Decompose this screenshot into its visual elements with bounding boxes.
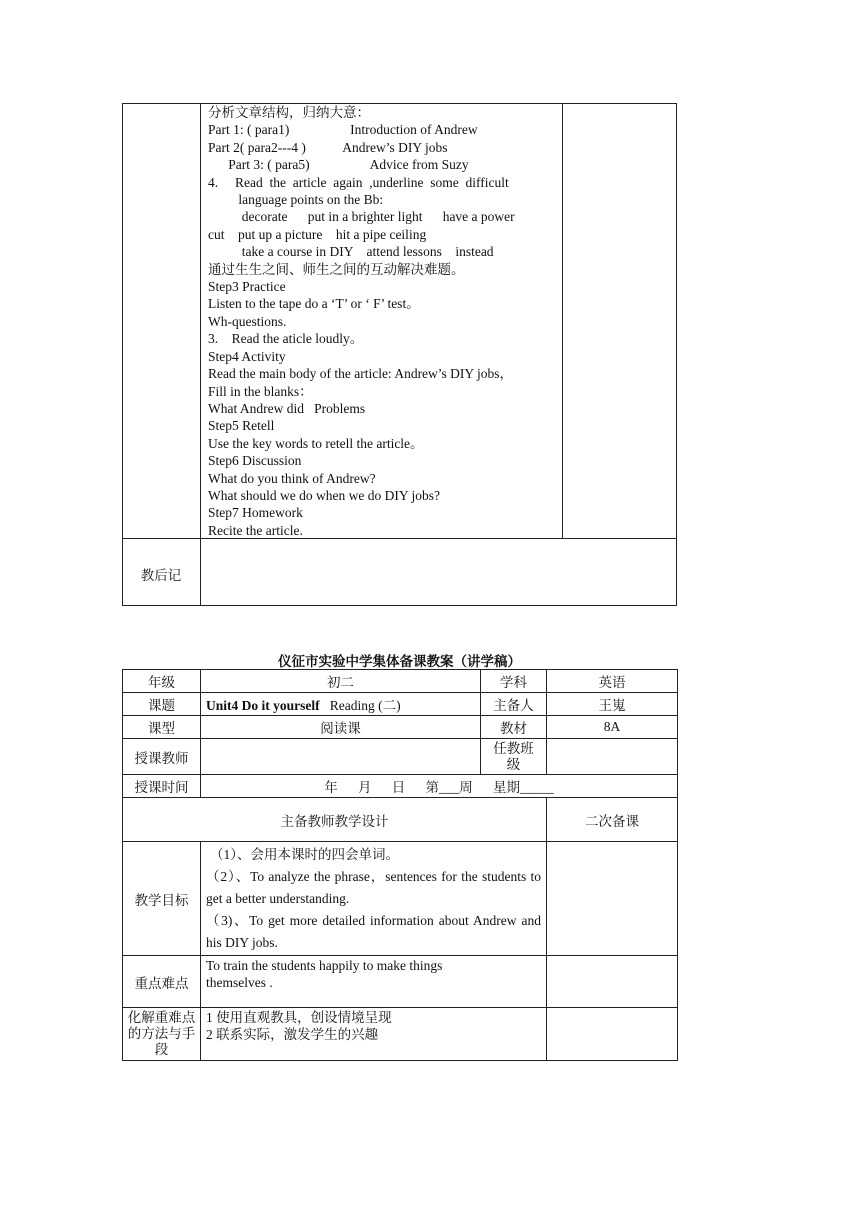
- topic-reading: Reading (二): [319, 698, 401, 713]
- procedure-line: 分析文章结构，归纳大意：: [208, 105, 370, 120]
- method-1: 1 使用直观教具，创设情境呈现: [206, 1010, 392, 1025]
- procedure-line: What Andrew did Problems: [208, 400, 366, 416]
- procedure-line: Step6 Discussion: [208, 453, 302, 469]
- time-label: 授课时间: [123, 775, 201, 798]
- procedure-line: Use the key words to retell the article。: [208, 435, 424, 451]
- second-prep-label: 二次备课: [547, 798, 678, 842]
- procedure-line: Listen to the tape do a ‘T’ or ‘ F’ test。: [208, 296, 420, 312]
- table1-bottom-border: [122, 605, 677, 606]
- time-value: 年 月 日 第___周 星期_____: [201, 775, 678, 798]
- grade-label: 年级: [123, 670, 201, 693]
- lesson-plan-table: [122, 669, 678, 1061]
- procedure-line: What do you think of Andrew?: [208, 470, 376, 486]
- procedure-line: cut put up a picture hit a pipe ceiling: [208, 226, 427, 242]
- key-text: To train the students happily to make things themselves .: [201, 956, 547, 1008]
- procedure-line: 通过生生之间、师生之间的互动解决难题。: [208, 261, 465, 277]
- procedure-line: 3. Read the aticle loudly。: [208, 331, 364, 347]
- procedure-line: Wh-questions.: [208, 313, 287, 329]
- topic-label: 课题: [123, 693, 201, 716]
- subject-value: 英语: [547, 670, 678, 693]
- table1-col-border: [200, 103, 201, 606]
- method-label: 化解重难点的方法与手段: [123, 1008, 201, 1061]
- procedure-line: Step4 Activity: [208, 348, 286, 364]
- procedure-line: Step7 Homework: [208, 505, 303, 521]
- goal-2: （2）、To analyze the phrase，sentences for the students to get a better understanding.: [206, 869, 541, 906]
- main-prep-value: 王嵬: [547, 693, 678, 716]
- main-prep-label: 主备人: [481, 693, 547, 716]
- method-cell: [201, 1008, 547, 1061]
- type-value: 阅读课: [201, 716, 481, 739]
- design-label: 主备教师教学设计: [123, 798, 547, 842]
- teacher-label: 授课教师: [123, 739, 201, 775]
- procedure-line: Fill in the blanks：: [208, 383, 313, 399]
- subject-label: 学科: [481, 670, 547, 693]
- goals-label: 教学目标: [123, 842, 201, 956]
- class-label-line2: 级: [506, 756, 521, 772]
- procedure-line: Part 3: ( para5) Advice from Suzy: [208, 157, 469, 173]
- procedure-line: What should we do when we do DIY jobs?: [208, 487, 440, 503]
- lesson-procedure-text: [208, 104, 558, 539]
- grade-value: 初二: [201, 670, 481, 693]
- teacher-value: [201, 739, 481, 775]
- method-2: 2 联系实际，激发学生的兴趣: [206, 1027, 379, 1042]
- table1-right-border: [676, 103, 677, 606]
- textbook-value: 8A: [547, 716, 678, 739]
- procedure-line: decorate put in a brighter light have a power: [208, 209, 515, 225]
- procedure-line: Read the main body of the article: Andrew’s DIY jobs，: [208, 366, 514, 382]
- goal-1: （1）、会用本课时的四会单词。: [210, 847, 399, 862]
- procedure-line: Recite the article.: [208, 522, 303, 538]
- lesson-plan-title: 仪征市实验中学集体备课教案（讲学稿）: [278, 654, 521, 669]
- procedure-line: Part 2( para2---4 ) Andrew’s DIY jobs: [208, 139, 448, 155]
- textbook-label: 教材: [481, 716, 547, 739]
- class-value: [547, 739, 678, 775]
- goal-3: （3)、To get more detailed information about Andrew and his DIY jobs.: [206, 913, 541, 950]
- goals-cell: [201, 842, 547, 956]
- topic-value: [201, 693, 481, 716]
- class-label: [481, 739, 547, 775]
- procedure-line: language points on the Bb:: [208, 192, 384, 208]
- procedure-line: Step3 Practice: [208, 279, 286, 295]
- table1-left-border: [122, 103, 123, 606]
- table1-col2-border: [562, 103, 563, 539]
- procedure-line: Step5 Retell: [208, 418, 275, 434]
- key-second-prep: [547, 956, 678, 1008]
- procedure-line: 4. Read the article again ,underline some difficult: [208, 174, 509, 190]
- topic-unit: Unit4 Do it yourself: [206, 698, 320, 713]
- goals-second-prep: [547, 842, 678, 956]
- afterword-label: 教后记: [140, 568, 182, 583]
- procedure-line: Part 1: ( para1) Introduction of Andrew: [208, 122, 478, 138]
- class-label-line1: 任教班: [493, 740, 534, 756]
- procedure-line: take a course in DIY attend lessons instead: [208, 244, 494, 260]
- type-label: 课型: [123, 716, 201, 739]
- method-second-prep: [547, 1008, 678, 1061]
- key-label: 重点难点: [123, 956, 201, 1008]
